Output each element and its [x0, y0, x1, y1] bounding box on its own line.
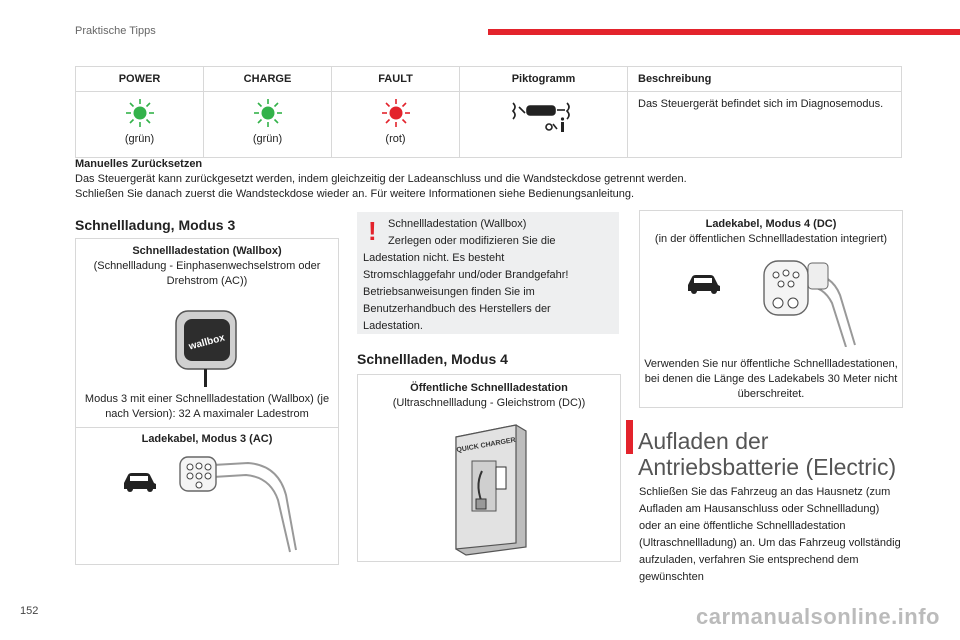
status-table: [75, 66, 902, 158]
mode3-cable-title: Ladekabel, Modus 3 (AC): [141, 433, 273, 445]
charge-led-icon: [253, 98, 283, 128]
description-cell: Das Steuergerät befindet sich im Diagnosemodus.: [628, 92, 902, 158]
section-header: Praktische Tipps: [75, 25, 156, 37]
mode4-station-card: [357, 374, 621, 562]
mode4-cable-title: Ladekabel, Modus 4 (DC): [705, 218, 837, 230]
mode4-cable-caption: Verwenden Sie nur öffentliche Schnellladestationen, bei denen die Länge des Ladekabels 30 Meter nicht überschreitet.: [644, 358, 898, 400]
charge-led-label: (grün): [252, 133, 283, 145]
page-number: 152: [20, 605, 39, 617]
power-led-label: (grün): [124, 133, 155, 145]
reset-title: Manuelles Zurücksetzen: [75, 158, 203, 170]
wallbox-illustration: [172, 309, 240, 389]
warning-text: Zerlegen oder modifizieren Sie die Ladestation nicht. Es besteht Stromschlaggefahr und/oder Brandgefahr! Betriebsanweisungen finden Sie im Benutzerhandbuch des Herstellers der Ladestation.: [363, 235, 569, 332]
car-icon: [120, 469, 160, 493]
charging-title: Aufladen der Antriebsbatterie (Electric): [638, 428, 897, 480]
station-subtitle: (Ultraschnellladung - Gleichstrom (DC)): [392, 397, 586, 409]
mode4-cable-card: [639, 210, 903, 408]
manual-reset-block: [75, 157, 905, 202]
reset-line-1: Das Steuergerät kann zurückgesetzt werden, indem gleichzeitig der Ladeanschluss und die Wandsteckdose getrennt werden.: [75, 173, 687, 185]
wallbox-caption: Modus 3 mit einer Schnellladestation (Wallbox) (je nach Version): 32 A maximaler Ladestrom: [84, 393, 330, 420]
wallbox-title: Schnellladestation (Wallbox): [132, 245, 282, 257]
header-accent-bar: [488, 29, 960, 35]
warning-box: [357, 212, 619, 334]
warning-icon: !: [368, 216, 377, 246]
reset-line-2: Schließen Sie danach zuerst die Wandsteckdose wieder an. Für weitere Informationen siehe Bedienungsanleitung.: [75, 188, 635, 200]
car-icon: [684, 271, 724, 295]
charging-body: Schließen Sie das Fahrzeug an das Hausnetz (zum Aufladen am Hausanschluss oder Schnellladung) oder an eine öffentliche Schnellladestation (Ultraschnellladung) an. Um das Fahrzeug vollständig aufzuladen, verfahren Sie entsprechend dem gewünschten: [639, 486, 901, 583]
fault-led-icon: [381, 98, 411, 128]
col-description: Beschreibung: [628, 67, 902, 92]
ccs-cable-illustration: [760, 255, 860, 347]
col-pictogram: Piktogramm: [460, 67, 628, 92]
mode3-heading: Schnellladung, Modus 3: [75, 217, 236, 233]
title-accent-bar: [626, 420, 633, 454]
station-title: Öffentliche Schnellladestation: [410, 382, 568, 394]
col-fault: FAULT: [332, 67, 460, 92]
diagnosis-pictogram-icon: [509, 98, 579, 134]
watermark: carmanualsonline.info: [696, 604, 940, 629]
mode3-card: [75, 238, 339, 565]
power-led-icon: [125, 98, 155, 128]
wallbox-logo-text: wallbox: [187, 332, 227, 353]
quick-charger-illustration: [446, 417, 532, 557]
mode4-heading: Schnellladen, Modus 4: [357, 351, 508, 367]
type2-cable-illustration: [178, 455, 303, 555]
col-charge: CHARGE: [204, 67, 332, 92]
station-logo-text: QUICK CHARGER: [455, 436, 517, 455]
mode4-cable-subtitle: (in der öffentlichen Schnellladestation integriert): [654, 233, 888, 245]
wallbox-subtitle: (Schnellladung - Einphasenwechselstrom oder Drehstrom (AC)): [93, 260, 321, 287]
col-power: POWER: [76, 67, 204, 92]
warning-title: Schnellladestation (Wallbox): [388, 218, 527, 230]
fault-led-label: (rot): [385, 133, 406, 145]
